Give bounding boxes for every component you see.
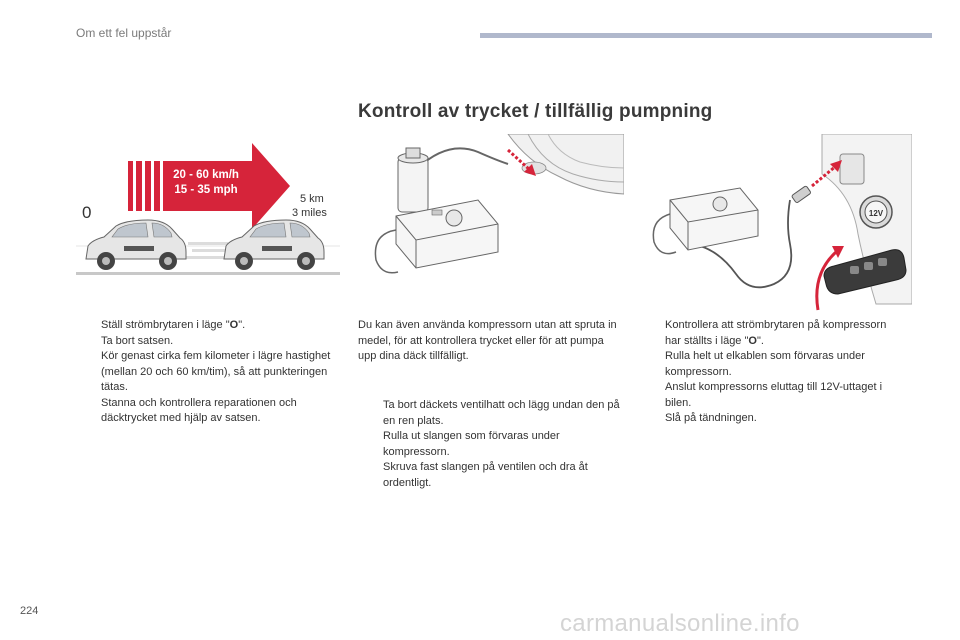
power-plug-icon	[791, 186, 811, 204]
speed-mph-label: 15 - 35 mph	[174, 184, 238, 196]
compressor-socket-illustration	[640, 134, 912, 314]
chapter-title: Om ett fel uppstår	[76, 26, 172, 40]
instructions-hose	[358, 398, 620, 491]
list-item: Slå på tändningen.	[665, 412, 757, 424]
list-item: Kontrollera att strömbrytaren på kompressorn har ställts i läge "O".	[665, 319, 887, 347]
driving-illustration	[76, 134, 340, 276]
distance-miles-label: 3 miles	[292, 207, 327, 219]
list-item: Ta bort däckets ventilhatt och lägg undan den på en ren plats.	[383, 399, 620, 427]
list-item: Skruva fast slangen på ventilen och dra åt ordentligt.	[383, 461, 588, 489]
list-item: Ta bort satsen.	[101, 334, 174, 347]
instructions-power	[640, 318, 904, 427]
page-number: 224	[20, 605, 39, 617]
section-title: Kontroll av trycket / tillfällig pumpning	[358, 101, 713, 122]
12v-socket-icon	[860, 196, 892, 228]
list-item: Ställ strömbrytaren i läge "O".	[101, 319, 246, 331]
car-icon	[224, 220, 324, 270]
driving-illustration-svg	[76, 134, 340, 276]
socket-label: 12V	[868, 209, 884, 218]
header-bar	[480, 33, 932, 38]
compressor-tyre-svg	[358, 134, 624, 276]
list-item: Rulla ut slangen som förvaras under kompressorn.	[383, 430, 560, 458]
car-icon	[86, 220, 186, 270]
speed-kmh-label: 20 - 60 km/h	[173, 169, 239, 181]
watermark: carmanualsonline.info	[560, 610, 800, 637]
intro-paragraph: Du kan även använda kompressorn utan att spruta in medel, för att kontrollera trycket eller för att pumpa upp dina däck tillfälligt.	[358, 319, 617, 362]
compressor-socket-svg	[640, 134, 912, 314]
sealant-canister-icon	[398, 148, 428, 212]
compressor-icon	[670, 188, 758, 250]
list-item: Kör genast cirka fem kilometer i lägre hastighet (mellan 20 och 60 km/tim), så att punkteringen tätas.	[101, 350, 331, 393]
instructions-drive	[76, 318, 336, 427]
list-item: Rulla helt ut elkablen som förvaras under kompressorn.	[665, 350, 865, 378]
compressor-tyre-illustration	[358, 134, 624, 276]
list-item: Anslut kompressorns eluttag till 12V-uttaget i bilen.	[665, 381, 883, 409]
start-label: 0	[82, 203, 92, 222]
distance-km-label: 5 km	[300, 193, 324, 205]
list-item: Stanna och kontrollera reparationen och däcktrycket med hjälp av satsen.	[101, 396, 297, 424]
